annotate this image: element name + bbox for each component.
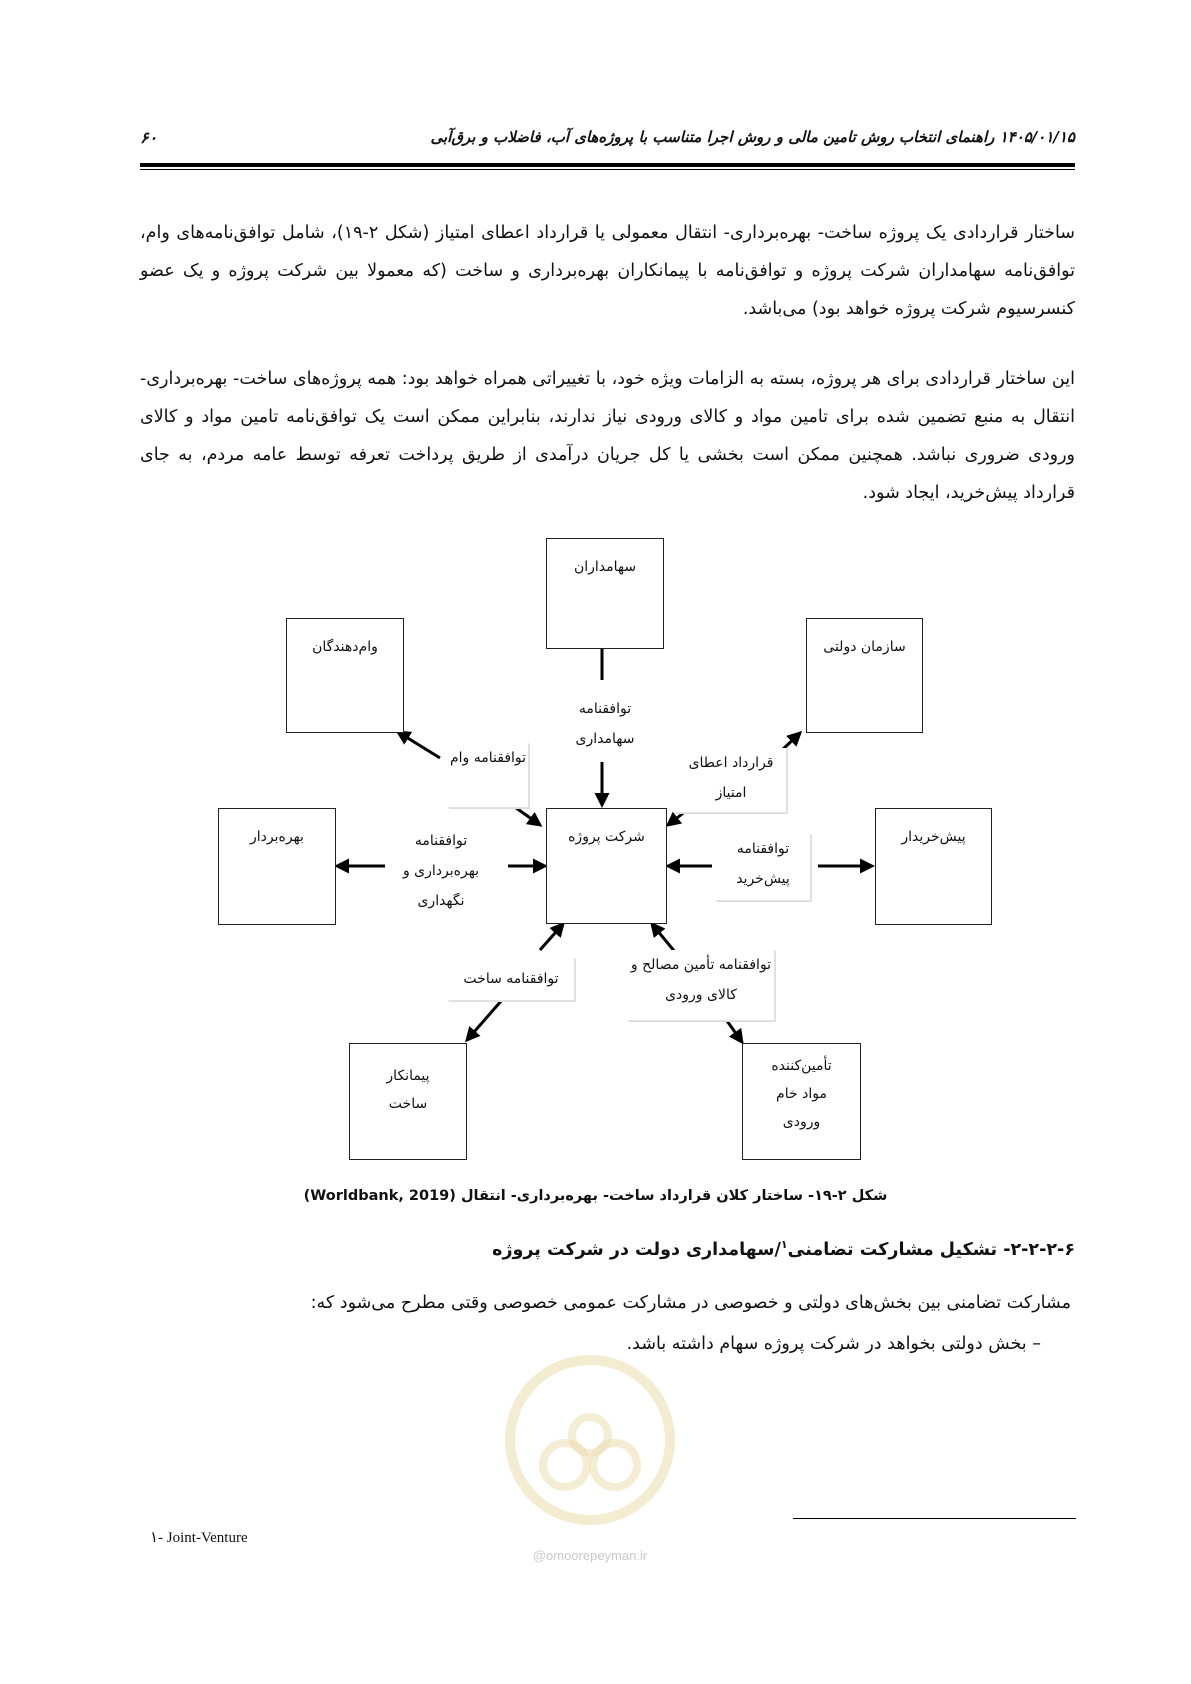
label-shareholder-agreement: توافقنامه سهامداری xyxy=(562,694,648,762)
box-lenders: وام‌دهندگان xyxy=(286,618,404,733)
label-offtake: توافقنامه پیش‌خرید xyxy=(716,834,811,901)
header-rule-thin xyxy=(140,169,1075,170)
box-government: سازمان دولتی xyxy=(806,618,923,733)
box-shareholders: سهامداران xyxy=(546,538,664,649)
figure-caption: شکل ۲-۱۹- ساختار کلان قرارداد ساخت- بهره‌برداری- انتقال (Worldbank, 2019) xyxy=(303,1188,888,1204)
watermark-text: @omoorepeyman.ir xyxy=(532,1548,648,1563)
box-operator: بهره‌بردار xyxy=(218,808,336,925)
arrow-to-government xyxy=(780,733,800,752)
arrow-from-supplier xyxy=(652,924,675,952)
box-offtaker: پیش‌خریدار xyxy=(875,808,992,925)
watermark-logo xyxy=(490,1340,690,1540)
section-heading-part2: /سهامداری دولت در شرکت پروژه xyxy=(492,1239,781,1260)
paragraph-1: ساختار قراردادی یک پروژه ساخت- بهره‌برداری- انتقال معمولی یا قرارداد اعطای امتیاز (شکل ۲-۱۹)، شامل توافق‌نامه‌های وام، توافق‌نامه سهامداران شرکت پروژه و توافق‌نامه با پیمانکاران بهره‌برداری و ساخت (که معمولا بین شرکت پروژه و یک عضو کنسرسیوم شرکت پروژه خواهد بود) می‌باشد. xyxy=(140,223,1075,319)
page-number: ۶۰ xyxy=(140,128,158,147)
running-title: ۱۴۰۵/۰۱/۱۵ راهنمای انتخاب روش تامین مالی و روش اجرا متناسب با پروژه‌های آب، فاضلاب و برق‌آبی xyxy=(430,128,1075,146)
box-project-company: شرکت پروژه xyxy=(546,808,667,924)
page-header xyxy=(140,128,1075,158)
footnote: ۱- Joint-Venture xyxy=(150,1530,248,1546)
arrow-to-contractor xyxy=(467,1000,502,1040)
label-concession: قرارداد اعطای امتیاز xyxy=(676,748,787,813)
header-rule-thick xyxy=(140,163,1075,167)
label-construction: توافقنامه ساخت xyxy=(448,958,575,1001)
arrow-to-lenders xyxy=(398,732,440,758)
section-heading-part1: ۲-۲-۲-۶- تشکیل مشارکت تضامنی xyxy=(787,1239,1075,1260)
section-heading xyxy=(492,1238,1075,1260)
arrow-from-lenders xyxy=(505,800,540,825)
paragraph-2: این ساختار قراردادی برای هر پروژه، بسته به الزامات ویژه خود، با تغییراتی همراه خواهد بود: همه پروژه‌های ساخت- بهره‌برداری- انتقال به منبع تضمین شده برای تامین مواد و کالای ورودی نیاز ندارند، بنابراین ممکن است یک توافق‌نامه تامین مواد و کالای ورودی ضروری نباشد. همچنین ممکن است بخشی یا کل جریان درآمدی از طریق پرداخت تعرفه توسط عامه مردم، به جای قرارداد پیش‌خرید، ایجاد شود. xyxy=(140,369,1075,503)
section-body: مشارکت تضامنی بین بخش‌های دولتی و خصوصی در مشارکت عمومی خصوصی وقتی مطرح می‌شود که: xyxy=(310,1293,1071,1313)
arrow-to-supplier xyxy=(725,1018,742,1042)
box-contractor: پیمانکار ساخت xyxy=(349,1043,467,1160)
box-supplier: تأمین‌کننده مواد خام ورودی xyxy=(742,1043,861,1160)
arrow-from-government xyxy=(668,800,700,825)
footnote-rule xyxy=(793,1518,1076,1519)
footnote-ref[interactable]: ۱ xyxy=(780,1238,788,1251)
bullet-item: – بخش دولتی بخواهد در شرکت پروژه سهام داشته باشد. xyxy=(626,1334,1041,1354)
label-supply: توافقنامه تأمین مصالح و کالای ورودی xyxy=(628,950,775,1021)
label-loan-agreement: توافقنامه وام xyxy=(448,743,529,808)
label-om-agreement: توافقنامه بهره‌برداری و نگهداری xyxy=(396,826,486,922)
arrow-from-contractor xyxy=(540,924,563,950)
